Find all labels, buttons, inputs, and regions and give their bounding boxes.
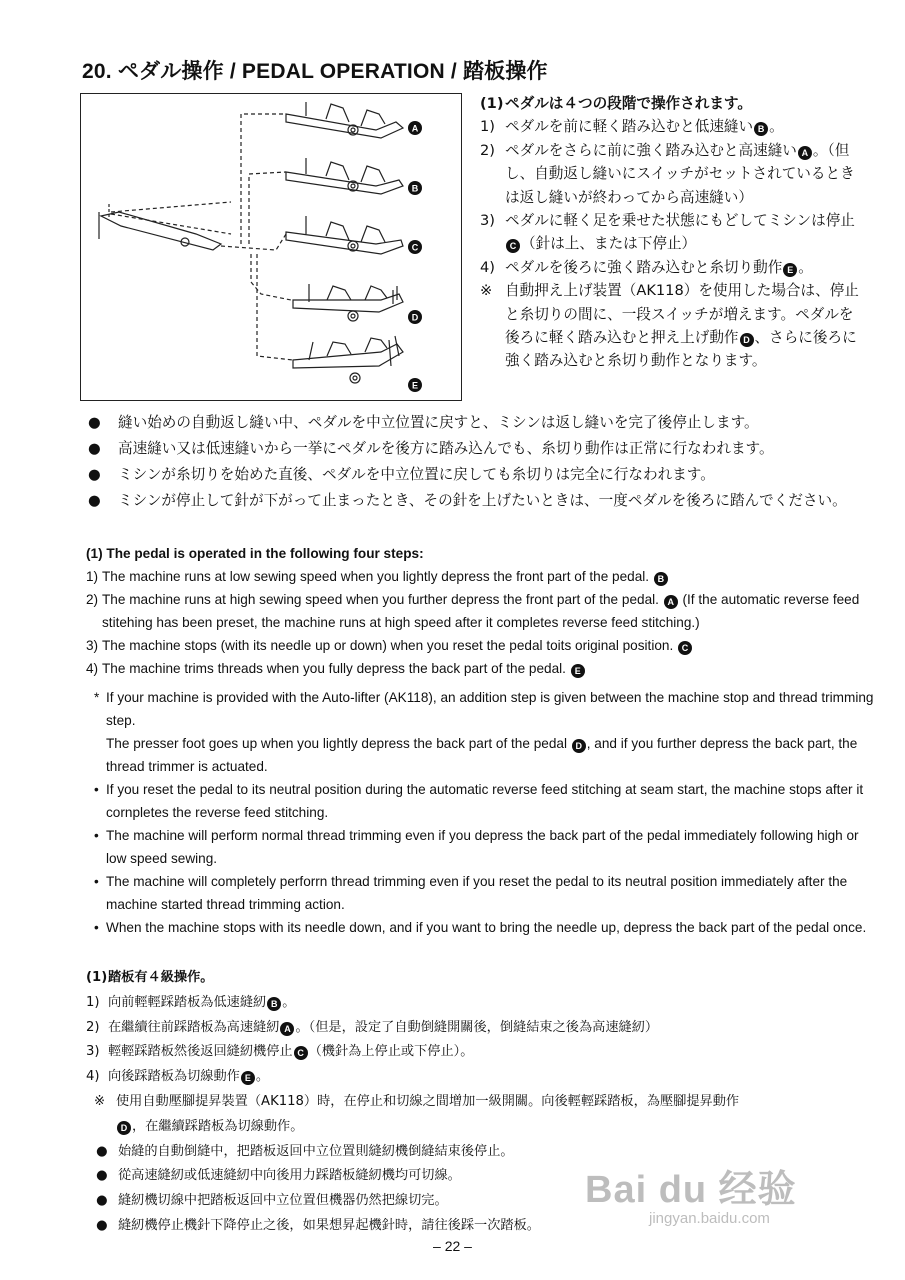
- page-title: 20. ペダル操作 / PEDAL OPERATION / 踏板操作: [82, 60, 548, 83]
- zh-heading: (1) 踏板有４級操作。: [86, 970, 214, 985]
- connector-a: [241, 114, 286, 244]
- zh-bullet: ● 縫紉機停止機針下降停止之後，如果想昇起機針時，請往後踩一次踏板。: [96, 1217, 540, 1233]
- jp-step-3: 3) ペダルに軽く足を乗せた状態にもどしてミシンは停止C （針は上、または下停止）: [480, 212, 855, 253]
- ref-mark: E: [571, 664, 585, 678]
- en-step-1: 1) The machine runs at low sewing speed when you lightly depress the front part of the pedal. B: [86, 565, 876, 588]
- zh-note: ※ 使用自動壓腳提昇裝置（AK118）時，在停止和切線之間增加一級開關。向後輕輕踩踏板，為壓腳提昇動作 D ，在繼續踩踏板為切線動作。: [94, 1093, 740, 1134]
- ref-mark: A: [280, 1022, 294, 1036]
- ref-mark: A: [664, 595, 678, 609]
- ref-mark: D: [117, 1121, 131, 1135]
- pedal-a: [286, 102, 403, 138]
- ref-mark: C: [678, 641, 692, 655]
- label-a: A: [411, 123, 419, 134]
- zh-step-1: 1) 向前輕輕踩踏板為低速縫紉 B 。: [86, 994, 296, 1010]
- pedal-diagram-svg: [81, 94, 463, 402]
- pedal-c: [286, 216, 403, 254]
- label-e: E: [411, 380, 419, 391]
- jp-bullet: ● ミシンが停止して針が下がって止まったとき、その針を上げたいときは、一度ペダルを後ろに踏んでください。: [88, 492, 847, 509]
- en-bullet: • When the machine stops with its needle down, and if you want to bring the needle up, depress the back part of the pedal once.: [94, 920, 867, 935]
- en-bullet: • If you reset the pedal to its neutral position during the automatic reverse feed stitching at seam start, the machine stops after it cornpletes the reverse feed stitching.: [94, 782, 864, 820]
- label-c: C: [411, 242, 419, 253]
- ref-mark: C: [294, 1046, 308, 1060]
- en-step-2: 2) The machine runs at high sewing speed when you further depress the front part of the pedal. A (If the automatic reverse feed stitehing has been preset, the machine runs at high speed after it completes reverse feed stitching.): [86, 592, 860, 630]
- connector-b: [249, 172, 286, 244]
- en-note: * If your machine is provided with the Auto-lifter (AK118), an addition step is given between the machine stop and thread trimming step. The presser foot goes up when you lightly depress the back part of the pedal D , and if you further depress the back part, the thread trimmer is actuated.: [94, 690, 874, 774]
- page-number: – 22 –: [433, 1238, 472, 1254]
- jp-bullet: ● 高速縫い又は低速縫いから一挙にペダルを後方に踏み込んでも、糸切り動作は正常に行なわれます。: [88, 440, 774, 457]
- pedal-e: [293, 336, 403, 383]
- ref-mark: B: [754, 122, 768, 136]
- ref-mark: E: [241, 1071, 255, 1085]
- jp-heading: (1) ペダルは４つの段階で操作されます。: [480, 95, 752, 112]
- zh-bullet: ● 從高速縫紉或低速縫紉中向後用力踩踏板縫紉機均可切線。: [96, 1168, 461, 1184]
- jp-step-1: 1) ペダルを前に軽く踏み込むと低速縫い B 。: [480, 118, 784, 136]
- ref-mark: E: [783, 263, 797, 277]
- jp-bullets: [86, 410, 866, 514]
- en-bullet: • The machine will perform normal thread trimming even if you depress the back part of the pedal immediately following high or low speed sewing.: [94, 828, 859, 866]
- en-step-3: 3) The machine stops (with its needle up or down) when you reset the pedal toits original position. C: [86, 634, 876, 657]
- label-d: D: [411, 312, 419, 323]
- pedal-diagram: [80, 93, 462, 401]
- baidu-watermark: Bai du 经验 jingyan.baidu.com: [585, 1169, 797, 1227]
- en-step-4: 4) The machine trims threads when you fully depress the back part of the pedal. E: [86, 657, 876, 680]
- en-section: [86, 542, 876, 939]
- jp-note: ※ 自動押え上げ装置（AK118）を使用した場合は、停止と糸切りの間に、一段スイッチが増えます。ペダルを後ろに軽く踏み込むと押え上げ動作 D 、さらに後ろに強く踏み込むと糸切り動作となります。: [480, 282, 859, 370]
- ref-mark: B: [267, 997, 281, 1011]
- connector-c: [221, 234, 286, 250]
- connector-e: [257, 254, 293, 360]
- ref-mark: C: [506, 239, 520, 253]
- zh-step-3: 3) 輕輕踩踏板然後返回縫紉機停止 C （機針為上停止或下停止）。: [86, 1044, 474, 1060]
- ref-mark: B: [654, 572, 668, 586]
- jp-steps: [480, 92, 860, 373]
- ref-mark: D: [572, 739, 586, 753]
- jp-step-4: 4) ペダルを後ろに強く踏み込むと糸切り動作 E 。: [480, 258, 813, 276]
- ref-mark: D: [740, 333, 754, 347]
- jp-step-2: 2) ペダルをさらに前に強く踏み込むと高速縫い A 。（但し、自動返し縫いにスイッチがセットされているときは返し縫いが終わってから高速縫い）: [480, 141, 855, 206]
- ref-pedal: [101, 212, 221, 250]
- zh-bullet: ● 縫紉機切線中把踏板返回中立位置但機器仍然把線切完。: [96, 1193, 448, 1209]
- zh-step-2: 2) 在繼續往前踩踏板為高速縫紉 A 。（但是，設定了自動倒縫開關後，倒縫結束之後為高速縫紉）: [86, 1019, 659, 1035]
- pedal-d: [293, 284, 403, 321]
- en-bullet: • The machine will completely perforrn thread trimming even if you reset the pedal to its neutral position immediately after the machine started thread trimming action.: [94, 874, 848, 912]
- zh-bullet: ● 始縫的自動倒縫中，把踏板返回中立位置則縫紉機倒縫結束後停止。: [96, 1143, 514, 1159]
- pedal-b: [286, 158, 403, 194]
- jp-bullet: ● ミシンが糸切りを始めた直後、ペダルを中立位置に戻しても糸切りは完全に行なわれます。: [88, 466, 715, 483]
- label-b: B: [411, 183, 419, 194]
- en-heading: (1) The pedal is operated in the following four steps:: [86, 546, 424, 561]
- zh-step-4: 4) 向後踩踏板為切線動作 E 。: [86, 1069, 270, 1085]
- jp-bullet: ● 縫い始めの自動返し縫い中、ペダルを中立位置に戻すと、ミシンは返し縫いを完了後停止します。: [88, 414, 759, 431]
- ref-mark: A: [798, 146, 812, 160]
